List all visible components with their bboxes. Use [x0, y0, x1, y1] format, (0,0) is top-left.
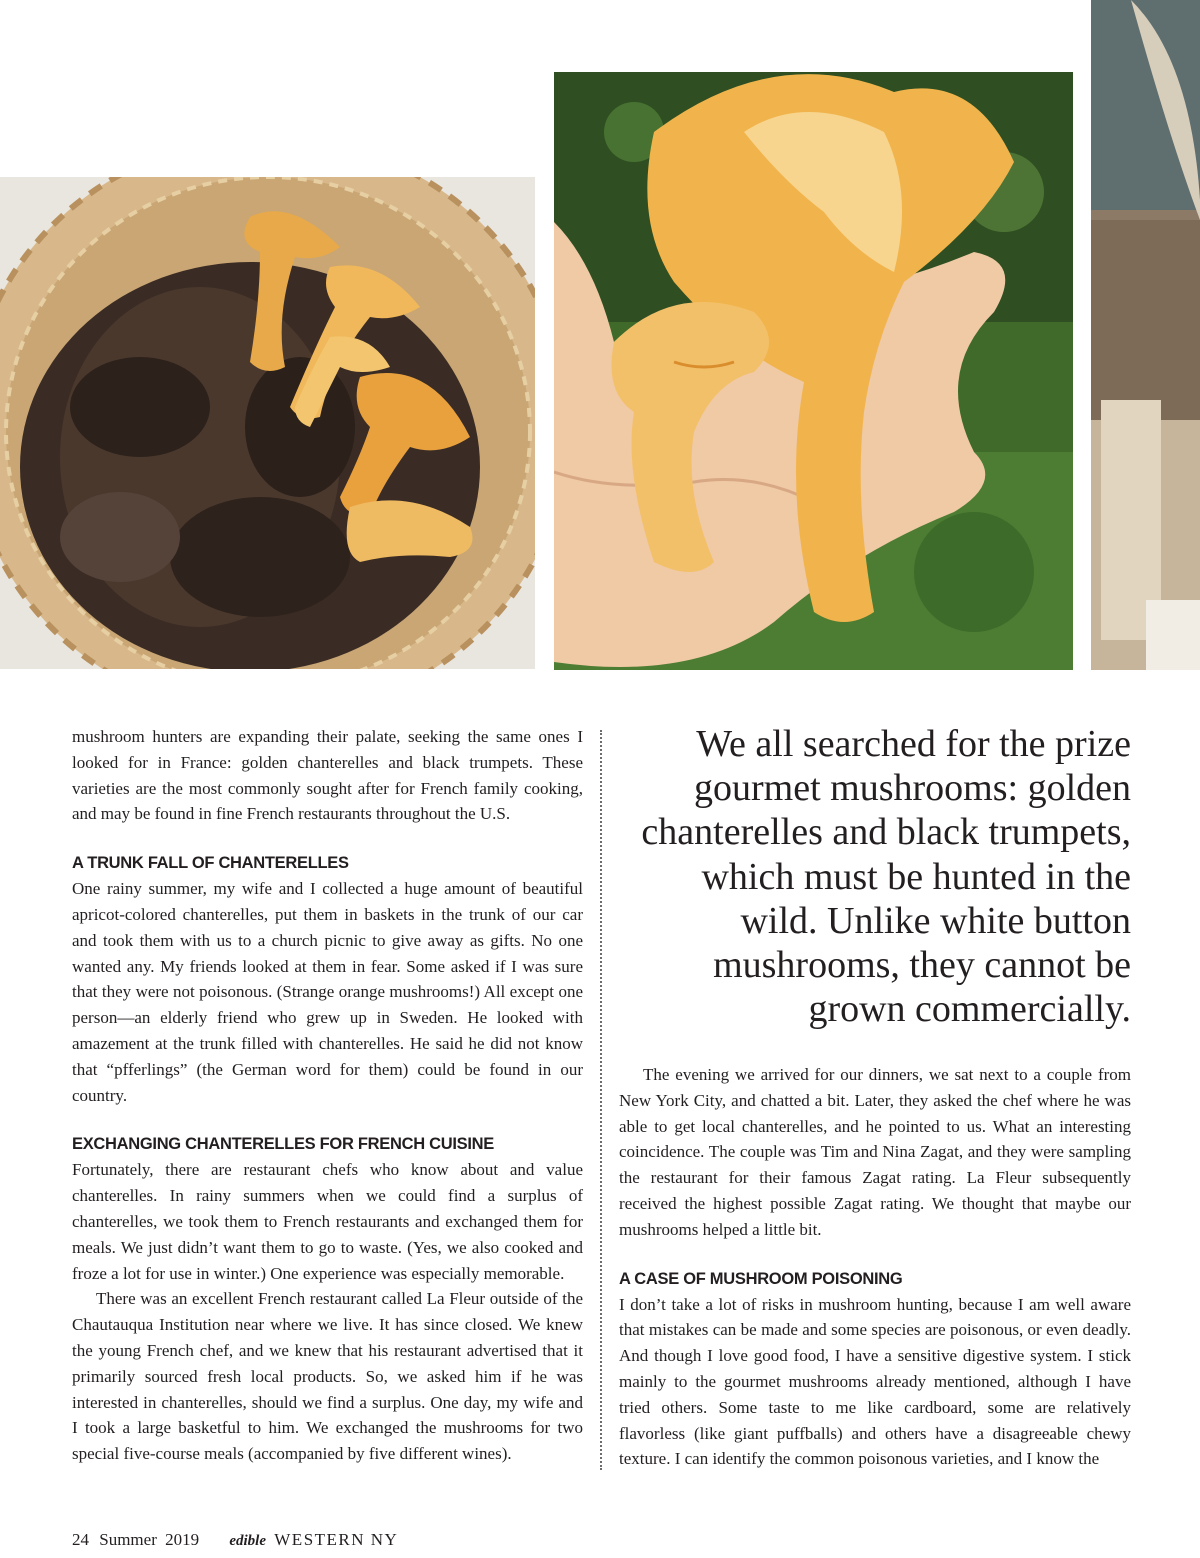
- hand-chanterelle-illustration: [554, 72, 1073, 670]
- right-paragraph-1: The evening we arrived for our dinners, we sat next to a couple from New York City, and chatted a bit. Later, they asked the chef where he was able to get local chanterelles, and he pointed to us. What an interesting coincidence. The couple was Tim and Nina Zagat, and they were sampling the restaurant for their famous Zagat rating. La Fleur subsequently received the highest possible Zagat rating. We thought that maybe our mushrooms helped a little bit.: [619, 1065, 1131, 1239]
- subhead-exchanging: EXCHANGING CHANTERELLES FOR FRENCH CUISINE: [72, 1135, 494, 1154]
- left-paragraph-2: One rainy summer, my wife and I collected a huge amount of beautiful apricot-colored chanterelles, put them in baskets in the trunk of our car and took them with us to a church picnic to give away as gifts. No one wanted any. My friends looked at them in fear. Some asked if I was sure that they were not poisonous. (Strange orange mushrooms!) All except one person—an elderly friend who grew up in Sweden. He looked with amazement at the trunk filled with chanterelles. He said he did not know that “pfferlings” (the German word for them) could be found in our country.: [72, 879, 583, 1105]
- page-footer: [72, 1530, 398, 1550]
- issue-season: Summer: [99, 1530, 157, 1549]
- hand-photo: [554, 72, 1073, 670]
- basket-photo: [0, 177, 535, 669]
- right-paragraph-2: I don’t take a lot of risks in mushroom hunting, because I am well aware that mistakes can be made and some species are poisonous, or even deadly. And though I love good food, I have a sensitive digestive system. I stick mainly to the gourmet mushrooms already mentioned, although I have tried others. Some taste to me like cardboard, some are relatively flavorless (like giant puffballs) and others have a disagreeable chewy texture. I can identify the common poisonous varieties, and I know the: [619, 1294, 1131, 1469]
- edge-illustration: [1091, 0, 1200, 670]
- column-divider: [600, 730, 602, 1470]
- left-paragraph-4: There was an excellent French restaurant called La Fleur outside of the Chautauqua Institution near where we live. It has since closed. We knew the young French chef, and we knew that his restaurant advertised that it primarily sourced fresh local products. So, we asked him if he was interested in chanterelles, should we find a surplus. One day, my wife and I took a large basketful to him. We exchanged the mushrooms for two special five-course meals (accompanied by five different wines).: [72, 1289, 583, 1464]
- brand-edible: edible: [229, 1533, 267, 1549]
- left-paragraph-1: mushroom hunters are expanding their palate, seeking the same ones I looked for in France: golden chanterelles and black trumpets. These varieties are the most commonly sought after for French family cooking, and may be found in fine French restaurants throughout the U.S.: [72, 727, 583, 824]
- magazine-name: WESTERN NY: [274, 1530, 399, 1549]
- left-paragraph-3: Fortunately, there are restaurant chefs who know about and value chanterelles. In rainy summers when we could find a surplus of chanterelles, we took them to French restaurants and exchanged them for meals. We just didn’t want them to go to waste. (Yes, we also cooked and froze a lot for use in winter.) One experience was especially memorable.: [72, 1160, 583, 1283]
- issue-year: 2019: [165, 1530, 200, 1549]
- edge-photo: [1091, 0, 1200, 670]
- right-column: [619, 1062, 1131, 1472]
- pull-quote: We all searched for the prize gourmet mushrooms: golden chanterelles and black trumpets, which must be hunted in the wild. Unlike white button mushrooms, they cannot be grown commercially.: [641, 723, 1131, 1031]
- page-number: 24: [72, 1530, 89, 1549]
- subhead-poisoning: A CASE OF MUSHROOM POISONING: [619, 1269, 903, 1288]
- basket-illustration: [0, 177, 535, 669]
- left-column: [72, 724, 583, 1467]
- subhead-trunk-fall: A TRUNK FALL OF CHANTERELLES: [72, 854, 349, 873]
